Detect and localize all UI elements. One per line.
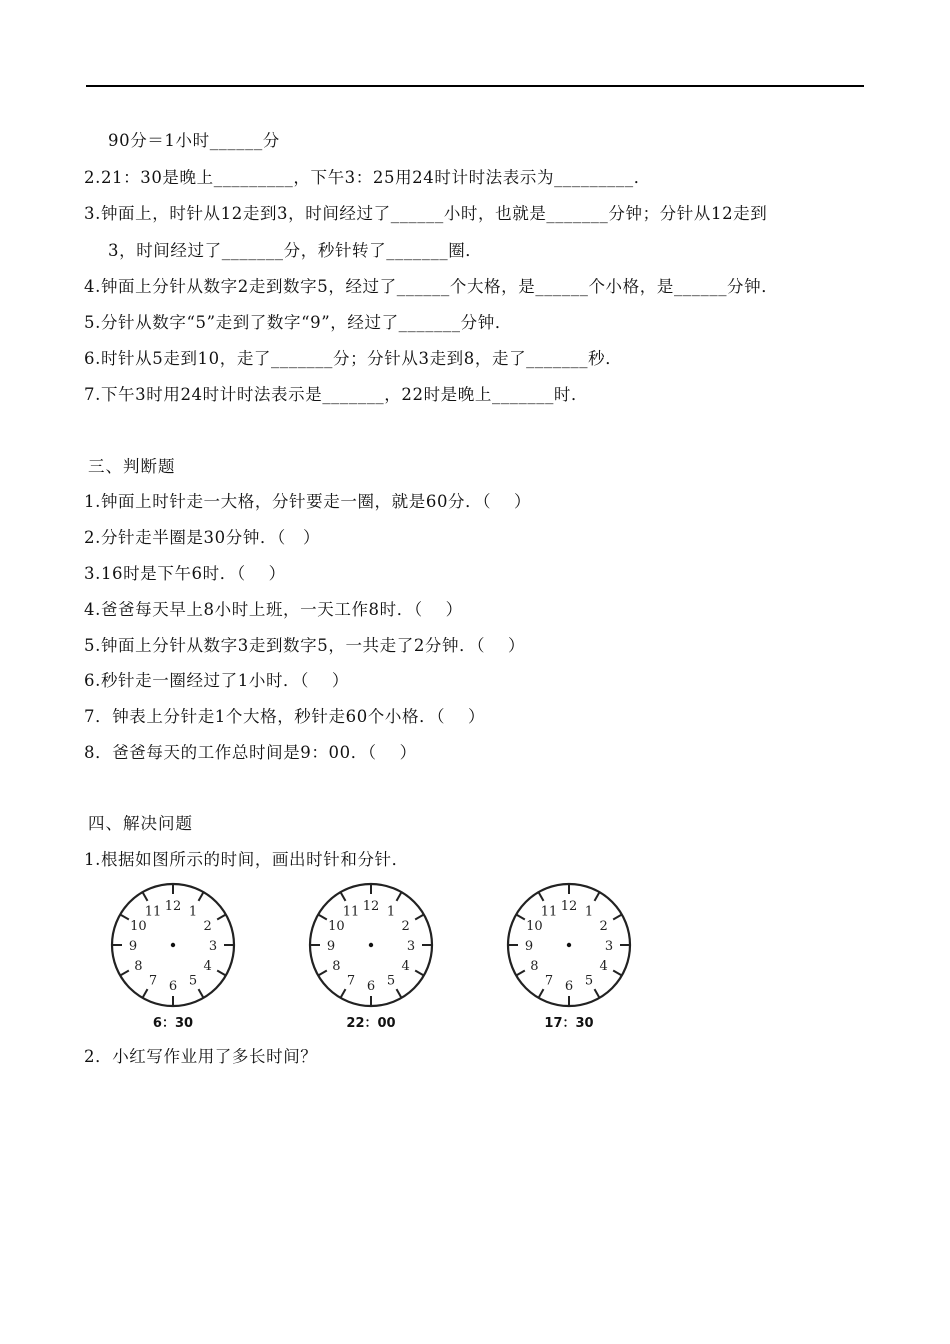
clock-number: 2 xyxy=(203,919,212,934)
fill-line-6: 6.时针从5走到10，走了_______分；分针从3走到8，走了_______秒． xyxy=(84,349,623,368)
clock-number: 9 xyxy=(524,939,534,954)
clock-center xyxy=(369,943,373,947)
clock-number: 4 xyxy=(401,959,410,974)
clock-time-label: 6：30 xyxy=(152,1016,194,1031)
clock-center xyxy=(171,943,175,947)
fill-line-3: 3.钟面上，时针从12走到3，时间经过了______小时，也就是_______分钟；分针从12走到 xyxy=(84,204,768,223)
clock-time-label: 17：30 xyxy=(544,1016,594,1031)
clock-number: 9 xyxy=(128,939,138,954)
clock-number: 6 xyxy=(366,979,376,994)
clock-number: 9 xyxy=(326,939,336,954)
clock-number: 11 xyxy=(540,904,558,920)
clock-svg xyxy=(306,882,436,1012)
clock-number: 7 xyxy=(346,973,356,989)
clock-face-2[interactable] xyxy=(306,882,436,1030)
clock-number: 3 xyxy=(208,939,218,954)
clock-number: 4 xyxy=(203,959,212,974)
judge-item-1: 1.钟面上时针走一大格，分针要走一圈，就是60分．（ ） xyxy=(84,492,532,511)
fill-line-5: 5.分针从数字“5”走到了数字“9”，经过了_______分钟． xyxy=(84,313,512,332)
judge-item-2: 2.分针走半圈是30分钟．（ ） xyxy=(84,528,321,547)
clock-number: 8 xyxy=(530,959,539,974)
clock-number: 1 xyxy=(386,904,396,920)
clock-number: 1 xyxy=(584,904,594,920)
judge-item-4: 4.爸爸每天早上8小时上班，一天工作8时．（ ） xyxy=(84,600,463,619)
clock-time-label: 22：00 xyxy=(346,1016,396,1031)
clock-number: 5 xyxy=(188,973,198,989)
clock-number: 1 xyxy=(188,904,198,920)
clock-number: 11 xyxy=(144,904,162,920)
clock-number: 12 xyxy=(164,899,182,914)
clock-number: 6 xyxy=(168,979,178,994)
solve-question-2: 2．小红写作业用了多长时间？ xyxy=(84,1047,318,1066)
clock-face-3[interactable] xyxy=(504,882,634,1030)
clock-number: 10 xyxy=(526,919,543,934)
clock-number: 7 xyxy=(544,973,554,989)
clock-number: 12 xyxy=(560,899,578,914)
clock-number: 10 xyxy=(130,919,147,934)
fill-line-1: 90分＝1小时______分 xyxy=(108,131,280,150)
clock-svg xyxy=(504,882,634,1012)
header-rule xyxy=(86,85,864,87)
clock-number: 5 xyxy=(584,973,594,989)
clock-number: 2 xyxy=(599,919,608,934)
fill-line-2: 2.21：30是晚上_________，下午3：25用24时计时法表示为_________． xyxy=(84,168,651,187)
judge-item-8: 8．爸爸每天的工作总时间是9：00．（ ） xyxy=(84,743,417,762)
clock-number: 11 xyxy=(342,904,360,920)
clock-number: 7 xyxy=(148,973,158,989)
judge-item-3: 3.16时是下午6时．（ ） xyxy=(84,564,286,583)
solve-heading: 四、解决问题 xyxy=(88,814,193,833)
clock-svg xyxy=(108,882,238,1012)
clock-number: 3 xyxy=(604,939,614,954)
fill-line-3-cont: 3，时间经过了_______分，秒针转了_______圈． xyxy=(108,241,483,260)
clock-number: 4 xyxy=(599,959,608,974)
clock-number: 12 xyxy=(362,899,380,914)
clock-number: 2 xyxy=(401,919,410,934)
fill-line-4: 4.钟面上分针从数字2走到数字5，经过了______个大格，是______个小格，是______分钟． xyxy=(84,277,779,296)
judge-item-6: 6.秒针走一圈经过了1小时．（ ） xyxy=(84,671,350,690)
clock-number: 3 xyxy=(406,939,416,954)
fill-line-7: 7.下午3时用24时计时法表示是_______，22时是晚上_______时． xyxy=(84,385,589,404)
judge-item-5: 5.钟面上分针从数字3走到数字5，一共走了2分钟．（ ） xyxy=(84,636,526,655)
clock-center xyxy=(567,943,571,947)
clock-face-1[interactable] xyxy=(108,882,238,1030)
clock-number: 6 xyxy=(564,979,574,994)
judge-heading: 三、判断题 xyxy=(88,457,176,476)
solve-question-1: 1.根据如图所示的时间，画出时针和分针． xyxy=(84,850,409,869)
clock-number: 8 xyxy=(332,959,341,974)
clock-number: 5 xyxy=(386,973,396,989)
judge-item-7: 7．钟表上分针走1个大格，秒针走60个小格．（ ） xyxy=(84,707,486,726)
clock-number: 10 xyxy=(328,919,345,934)
clock-number: 8 xyxy=(134,959,143,974)
